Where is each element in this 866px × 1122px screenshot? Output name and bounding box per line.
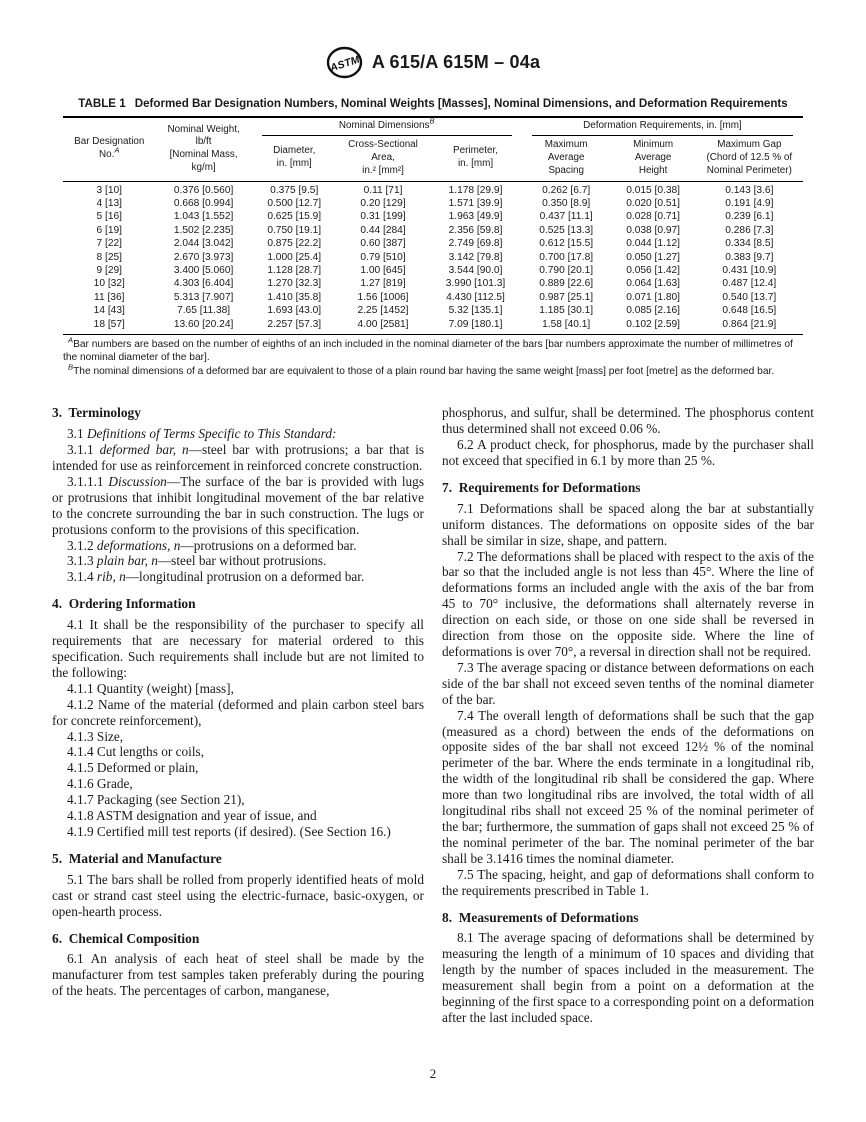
table-cell: 0.525 [13.3] [539,224,594,236]
table-cell: 7.09 [180.1] [448,318,503,330]
table-cell: 0.668 [0.994] [173,197,234,209]
table-row [63,305,803,318]
table-cell: 0.239 [6.1] [725,211,774,223]
table-cell: 0.20 [129] [360,197,406,209]
table-cell: 5 [16] [96,211,122,223]
table-cell: 2.749 [69.8] [448,238,503,250]
column-header: Perimeter, in. [mm] [453,145,499,170]
table-cell: 3.400 [5.060] [173,265,234,277]
paragraph [442,867,814,899]
table-cell: 1.963 [49.9] [448,211,503,223]
table-cell: 0.102 [2.59] [626,318,681,330]
table-cell: 18 [57] [93,318,125,330]
table-cell: 0.987 [25.1] [539,291,594,303]
table-cell: 0.625 [15.9] [267,211,322,223]
paragraph [52,474,424,538]
left-column [52,405,424,1026]
paragraph [442,930,814,1025]
text-run: 8.1 The average spacing of deformations shall be determined by measuring the length of a minimum of 10 spaces and dividing that length by the number of spaces included in the measurement. The measurement shall begin from a point on a deformation at the beginning of the first space to a corresponding point on a deformation after the last included space. [442,930,814,1025]
text-run: 4.1.5 Deformed or plain, [67,760,199,776]
table-cell: 0.071 [1.80] [626,291,681,303]
table-cell: 0.064 [1.63] [626,278,681,290]
table-cell: 11 [36] [94,291,125,303]
paragraph [52,681,424,697]
paragraph [52,872,424,920]
text-run: 7.2 The deformations shall be placed with respect to the axis of the bar so that the included angle is not less than 45°. Where the line of deformations forms an included angle with the axis of the bar from 45 to 70° inclusive, the deformations shall alternately reverse in direction on each side, or those on one side shall be reversed in direction from those on the opposite side. Where the line of deformations is over 70°, a reversal in direction shall not be required. [442,548,814,659]
table-cell: 0.612 [15.5] [539,238,594,250]
table-cell: 0.864 [21.9] [722,318,777,330]
table-cell: 1.270 [32.3] [267,278,322,290]
document-header [0,46,866,79]
paragraph [52,729,424,745]
table-cell: 0.028 [0.71] [626,211,681,223]
table-cell: 0.889 [22.6] [539,278,594,290]
table-row [63,291,803,304]
text-run: 3.1.4 [67,569,97,585]
table-cell: 0.875 [22.2] [267,238,322,250]
table-cell: 0.020 [0.51] [626,197,681,209]
table-cell: 0.334 [8.5] [725,238,774,250]
standard-designation: A 615/A 615M – 04a [371,52,541,72]
table-cell: 1.410 [35.8] [267,291,322,303]
italic-text: Definitions of Terms Specific to This Standard: [86,426,337,442]
section-heading: 4. Ordering Information [52,596,196,612]
table-cell: 0.487 [12.4] [722,278,777,290]
table-cell: 0.262 [6.7] [542,184,591,196]
section-heading: 7. Requirements for Deformations [442,479,641,495]
paragraph [442,501,814,549]
table-cell: 2.25 [1452] [357,305,409,317]
paragraph [52,776,424,792]
table-cell: 0.790 [20.1] [539,265,594,277]
table-row [63,224,803,237]
text-run: 4.1.8 ASTM designation and year of issue, and [67,808,317,824]
table-cell: 1.58 [40.1] [542,318,591,330]
table-title-text: Deformed Bar Designation Numbers, Nominal Weights [Masses], Nominal Dimensions, and Deformation Requirements [134,97,788,110]
table-cell: 3.142 [79.8] [448,251,503,263]
table-footnote: $^B$The nominal dimensions of a deformed bar are equivalent to those of a plain round bar having the same weight [mass] per foot [metre] as the deformed bar. [68,362,775,377]
page-number: 2 [429,1066,437,1081]
text-run: 3.1.1 [67,442,100,458]
column-header: Bar Designation No.$^A$ [74,136,145,161]
table-cell: 2.044 [3.042] [173,238,234,250]
text-run: 3.1.1.1 [67,473,109,489]
table-body [63,181,803,334]
table-cell: 1.000 [25.4] [267,251,322,263]
column-header: Diameter, in. [mm] [273,145,316,170]
table-cell: 0.191 [4.9] [725,197,774,209]
paragraph [52,426,424,442]
column-header: Maximum Gap (Chord of 12.5 % of Nominal Perimeter) [706,138,793,176]
text-run: 4.1.4 Cut lengths or coils, [67,744,205,760]
table-cell: 14 [43] [93,305,125,317]
footnote-marker: B [68,362,74,372]
table-number-label: TABLE 1 [78,97,126,110]
paragraph [52,824,424,840]
text-run: 4.1 It shall be the responsibility of the purchaser to specify all requirements that are necessary for material ordered to this specification. Such requirements shall include but are not limited to the following: [52,617,424,680]
table-cell: 0.085 [2.16] [626,305,681,317]
table-cell: 1.27 [819] [360,278,406,290]
text-run: 4.1.9 Certified mill test reports (if desired). (See Section 16.) [67,823,391,839]
table-cell: 2.356 [59.8] [448,224,503,236]
table-row [63,251,803,264]
paragraph [442,660,814,708]
text-run: 4.1.3 Size, [67,728,124,744]
text-run: 7.5 The spacing, height, and gap of deformations shall conform to the requirements prescribed in Table 1. [442,866,814,898]
text-run: 7.4 The overall length of deformations shall be such that the gap (measured as a chord) between the ends of the deformations on opposite sides of the bar shall not exceed 12½ % of the nominal perimeter of the bar. Where the ends terminate in a longitudinal rib, the width of the longitudinal rib shall be considered the gap. Where more than two longitudinal ribs are involved, the total width of all longitudinal ribs shall not exceed 25 % of the nominal perimeter of the bar; furthermore, the summation of gaps shall not exceed 25 % of the nominal perimeter of the bar. The nominal perimeter of the bar shall be 3.1416 times the nominal diameter. [442,707,814,866]
table-row [63,211,803,224]
table-cell: 4.303 [6.404] [173,278,234,290]
table-cell: 1.043 [1.552] [173,211,234,223]
paragraph [442,708,814,867]
italic-text: Discussion [108,473,167,489]
astm-logo-icon [326,46,363,79]
paragraph [52,744,424,760]
paragraph [442,549,814,660]
section-heading: 3. Terminology [52,405,141,421]
table-cell: 0.143 [3.6] [725,184,774,196]
table-cell: 0.60 [387] [360,238,406,250]
table-title [0,97,866,110]
table-cell: 0.437 [11.1] [539,211,593,223]
table-cell: 1.00 [645] [360,265,406,277]
paragraph [52,951,424,999]
text-run: 4.1.1 Quantity (weight) [mass], [67,680,234,696]
column-header: Cross-Sectional Area, in.² [mm²] [348,138,418,176]
text-run: 3.1.3 [67,553,97,569]
footnote-marker: A [114,145,120,155]
table-cell: 6 [19] [96,224,122,236]
column-group-label: Deformation Requirements, in. [mm] [532,120,793,136]
table-cell: 0.648 [16.5] [722,305,777,317]
table-cell: 0.044 [1.12] [626,238,681,250]
section-heading: 5. Material and Manufacture [52,850,222,866]
table-cell: 1.693 [43.0] [267,305,322,317]
table-cell: 7 [22] [96,238,122,250]
text-run: 7.1 Deformations shall be spaced along the bar at substantially uniform distances. The deformations on opposite sides of the bar shall be similar in size, shape, and pattern. [442,500,814,548]
text-run: 3.1.2 [67,537,97,553]
right-column [442,405,814,1026]
italic-text: rib, n [96,569,126,585]
table-header-row [63,117,803,136]
footnote-marker: A [68,335,74,345]
table-cell: 0.376 [0.560] [173,184,234,196]
text-run: 4.1.2 Name of the material (deformed and plain carbon steel bars for concrete reinforcement), [52,696,424,728]
italic-text: plain bar, n [96,553,158,569]
table-cell: 1.502 [2.235] [173,224,234,236]
table-cell: 9 [29] [96,265,122,277]
column-header [522,117,803,136]
text-run: 4.1.6 Grade, [67,776,133,792]
astm-logo-text: ASTM [328,53,362,75]
table-header [63,117,803,181]
body-columns [0,405,866,1026]
text-run: 4.1.7 Packaging (see Section 21), [67,792,245,808]
table-cell: 5.32 [135.1] [448,305,503,317]
paragraph [52,553,424,569]
table-cell: 0.286 [7.3] [725,224,774,236]
paragraph [52,617,424,681]
table-cell: 0.038 [0.97] [626,224,681,236]
footnote-marker: B [429,116,435,126]
table-cell: 4 [13] [96,197,122,209]
column-header: Maximum Average Spacing [544,138,588,176]
table-cell: 1.185 [30.1] [539,305,594,317]
section-heading: 6. Chemical Composition [52,930,200,946]
table-cell: 0.350 [8.9] [542,197,591,209]
table-cell: 3.544 [90.0] [448,265,503,277]
column-group-label: Nominal Dimensions$^B$ [262,120,512,136]
italic-text: deformed bar, n [99,442,189,458]
table-cell: 1.571 [39.9] [448,197,503,209]
table-cell: 0.44 [284] [360,224,406,236]
table-row [63,278,803,291]
table-cell: 0.750 [19.1] [267,224,322,236]
paragraph [52,442,424,474]
text-run: —longitudinal protrusion on a deformed bar. [125,569,365,585]
table-cell: 10 [32] [93,278,125,290]
table-cell: 4.00 [2581] [357,318,409,330]
paragraph [52,760,424,776]
text-run: —protrusions on a deformed bar. [180,537,357,553]
column-header: Minimum Average Height [633,138,674,176]
table-cell: 2.670 [3.973] [173,251,234,263]
text-run: —steel bar with protrusions; a bar that is intended for use as reinforcement in reinforced concrete construction. [52,442,425,474]
table-cell: 0.540 [13.7] [722,291,777,303]
column-header [252,117,522,136]
table-cell: 0.056 [1.42] [626,265,681,277]
table-footnotes [63,335,803,378]
table-cell: 8 [25] [96,251,122,263]
table-cell: 1.178 [29.9] [448,184,503,196]
table-cell: 2.257 [57.3] [267,318,322,330]
paragraph [52,569,424,585]
text-run: 7.3 The average spacing or distance between deformations on each side of the bar shall not exceed seven tenths of the nominal diameter of the bar. [442,659,814,707]
text-run: 5.1 The bars shall be rolled from properly identified heats of mold cast or strand cast steel using the electric-furnace, basic-oxygen, or open-hearth process. [52,871,424,919]
paragraph [442,405,814,437]
italic-text: deformations, n [96,537,181,553]
table-cell: 0.050 [1.27] [626,251,681,263]
table-row [63,181,803,197]
table-footnote: $^A$Bar numbers are based on the number of eighths of an inch included in the nominal diameter of the bars [bar numbers approximate the number of millimetres of the nominal diameter of the bar]. [63,335,793,364]
table-cell: 3 [10] [96,184,122,196]
table-cell: 7.65 [11.38] [177,305,231,317]
table-cell: 0.11 [71] [363,184,403,196]
paragraph [52,538,424,554]
table-cell: 0.375 [9.5] [270,184,319,196]
text-run: 6.1 An analysis of each heat of steel shall be made by the manufacturer from test samples taken preferably during the pouring of the heats. The percentages of carbon, manganese, [52,951,424,999]
table-1 [63,116,803,335]
table-row [63,318,803,334]
text-run: —steel bar without protrusions. [157,553,327,569]
table-cell: 0.700 [17.8] [539,251,594,263]
column-header: Nominal Weight, lb/ft [Nominal Mass, kg/m] [167,123,240,174]
table-cell: 1.128 [28.7] [267,265,322,277]
table-cell: 1.56 [1006] [357,291,409,303]
table-cell: 13.60 [20.24] [173,318,234,330]
table-cell: 3.990 [101.3] [445,278,506,290]
table-row [63,197,803,210]
section-heading: 8. Measurements of Deformations [442,909,639,925]
text-run: 6.2 A product check, for phosphorus, made by the purchaser shall not exceed that specified in 6.1 by more than 25 %. [442,437,814,469]
table-cell: 0.383 [9.7] [725,251,774,263]
paragraph [52,808,424,824]
text-run: 3.1 [67,426,87,442]
table-cell: 0.31 [199] [360,211,406,223]
table-cell: 0.431 [10.9] [722,265,777,277]
text-run: —The surface of the bar is provided with lugs or protrusions that inhibit longitudinal movement of the bar relative to the concrete surrounding the bar in such construction. The lugs or protusions conform to the provisions of this specification. [52,473,425,537]
table-row [63,264,803,277]
paragraph [52,697,424,729]
table-cell: 4.430 [112.5] [446,291,505,303]
table-cell: 0.79 [510] [360,251,406,263]
paragraph [442,437,814,469]
table-cell: 0.015 [0.38] [626,184,681,196]
table-row [63,238,803,251]
paragraph [52,792,424,808]
table-cell: 5.313 [7.907] [173,291,234,303]
table-cell: 0.500 [12.7] [267,197,322,209]
text-run: phosphorus, and sulfur, shall be determined. The phosphorus content thus determined shall not exceed 0.06 %. [442,405,814,437]
